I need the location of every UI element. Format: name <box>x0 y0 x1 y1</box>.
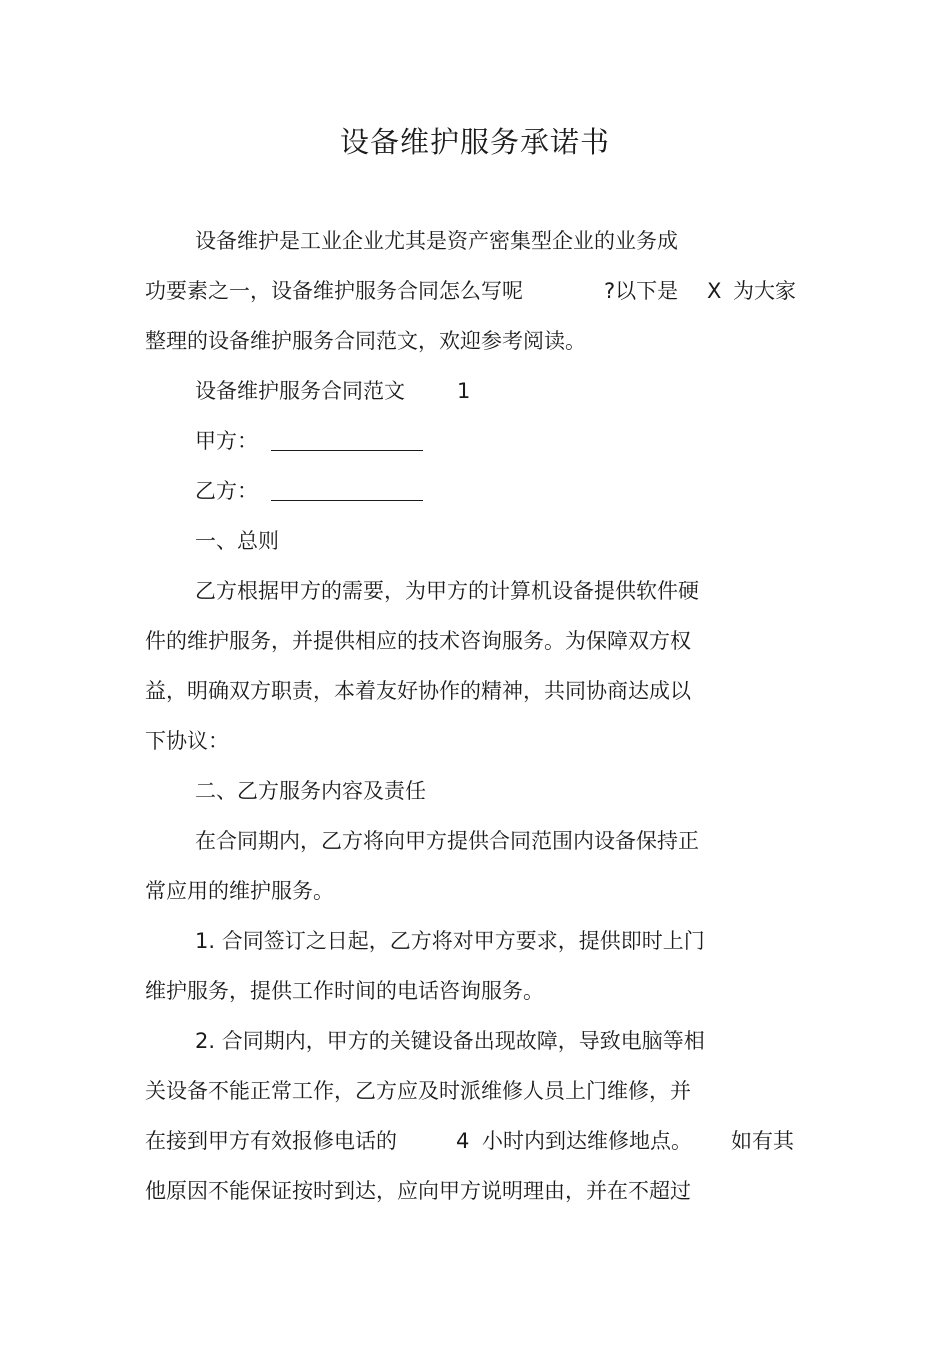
intro-line-1: 设备维护是工业企业尤其是资产密集型企业的业务成 <box>195 229 678 253</box>
intro-line-2 <box>145 276 805 306</box>
section-2-para-1-line-1: 在合同期内，乙方将向甲方提供合同范围内设备保持正 <box>195 829 699 853</box>
item-2-line-3-b: 4 <box>456 1129 470 1153</box>
party-a-row <box>195 426 435 456</box>
section-2-para-1-line-2: 常应用的维护服务。 <box>145 879 334 903</box>
section-1-line-2: 件的维护服务，并提供相应的技术咨询服务。为保障双方权 <box>145 629 691 653</box>
sample-heading <box>195 376 495 406</box>
party-a-label: 甲方： <box>195 429 258 453</box>
item-2-line-3 <box>145 1126 805 1156</box>
intro-line-3: 整理的设备维护服务合同范文，欢迎参考阅读。 <box>145 329 586 353</box>
party-b-blank <box>271 476 423 501</box>
intro-line-2-b: ?以下是 <box>604 279 679 303</box>
item-1-line-1: 1. 合同签订之日起，乙方将对甲方要求，提供即时上门 <box>195 929 705 953</box>
item-1-line-2: 维护服务，提供工作时间的电话咨询服务。 <box>145 979 544 1003</box>
section-1-heading: 一、总则 <box>195 529 279 553</box>
item-2-line-3-c: 小时内到达维修地点。 <box>482 1129 692 1153</box>
section-1-line-3: 益，明确双方职责，本着友好协作的精神，共同协商达成以 <box>145 679 691 703</box>
intro-line-2-c: X <box>707 279 722 303</box>
party-a-blank <box>271 426 423 451</box>
item-2-line-1: 2. 合同期内，甲方的关键设备出现故障，导致电脑等相 <box>195 1029 705 1053</box>
section-1-line-4: 下协议： <box>145 729 229 753</box>
party-b-row <box>195 476 435 506</box>
item-2-line-3-d: 如有其 <box>731 1129 794 1153</box>
party-b-label: 乙方： <box>195 479 258 503</box>
sample-heading-number: 1 <box>457 379 471 403</box>
intro-line-2-d: 为大家 <box>733 279 796 303</box>
item-2-line-2: 关设备不能正常工作，乙方应及时派维修人员上门维修，并 <box>145 1079 691 1103</box>
section-1-line-1: 乙方根据甲方的需要，为甲方的计算机设备提供软件硬 <box>195 579 699 603</box>
section-2-heading: 二、乙方服务内容及责任 <box>195 779 426 803</box>
document-title: 设备维护服务承诺书 <box>339 125 610 159</box>
item-2-line-3-a: 在接到甲方有效报修电话的 <box>145 1129 397 1153</box>
item-2-line-4: 他原因不能保证按时到达，应向甲方说明理由，并在不超过 <box>145 1179 691 1203</box>
sample-heading-text: 设备维护服务合同范文 <box>195 379 405 403</box>
intro-line-2-a: 功要素之一，设备维护服务合同怎么写呢 <box>145 279 523 303</box>
